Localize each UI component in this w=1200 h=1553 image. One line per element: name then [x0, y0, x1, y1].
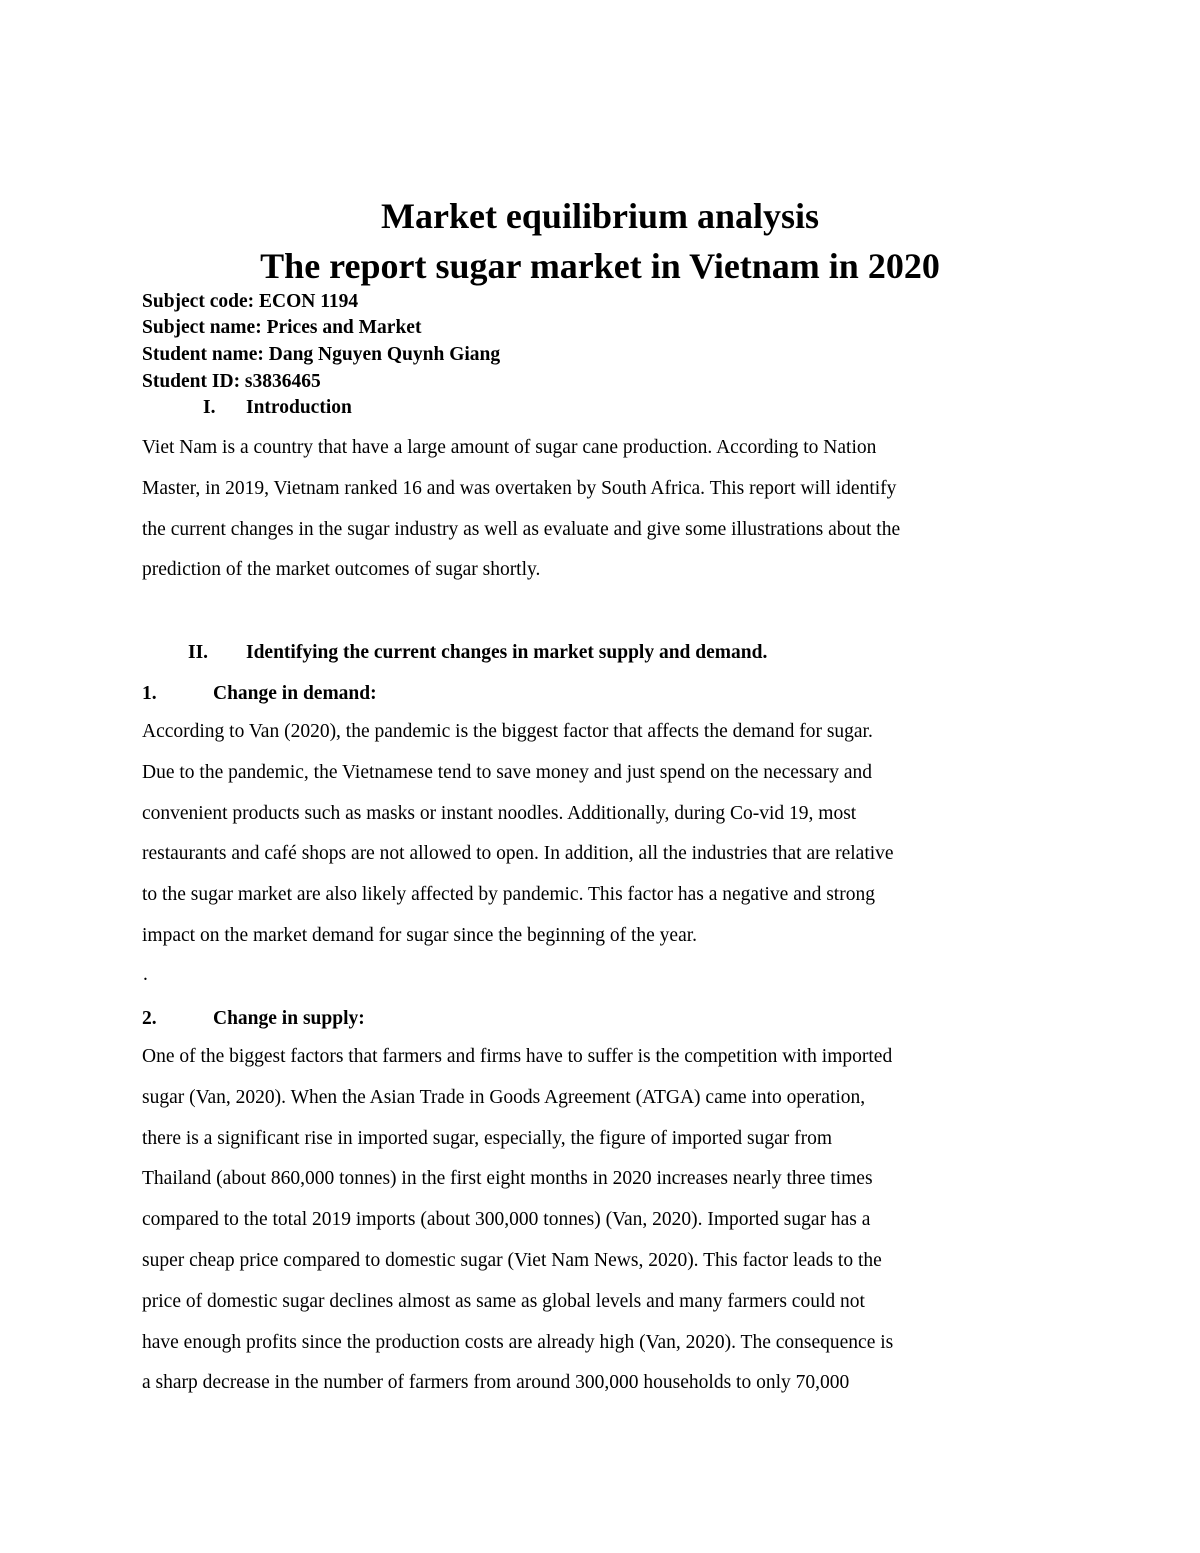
student-id: Student ID: s3836465: [142, 371, 321, 392]
paragraph-line: to the sugar market are also likely affected by pandemic. This factor has a negative and strong: [142, 884, 875, 906]
paragraph-line: restaurants and café shops are not allowed to open. In addition, all the industries that are relative: [142, 843, 894, 865]
section-heading-introduction: [203, 395, 603, 421]
paragraph-line: Master, in 2019, Vietnam ranked 16 and was overtaken by South Africa. This report will identify: [142, 477, 897, 499]
paragraph-line: According to Van (2020), the pandemic is the biggest factor that affects the demand for sugar.: [142, 721, 873, 742]
section-title: Introduction: [246, 397, 352, 418]
subsection-title: Change in demand:: [213, 683, 377, 704]
demand-paragraph: [142, 712, 1060, 957]
section-heading-changes: [188, 640, 988, 666]
paragraph-line: a sharp decrease in the number of farmers from around 300,000 households to only 70,000: [142, 1372, 850, 1394]
introduction-paragraph: [142, 428, 1060, 591]
paragraph-line: impact on the market demand for sugar since the beginning of the year.: [142, 924, 698, 946]
document-title: Market equilibrium analysis: [380, 196, 820, 236]
paragraph-line: the current changes in the sugar industry as well as evaluate and give some illustrations about the: [142, 518, 901, 540]
trailing-dot: .: [143, 964, 148, 985]
paragraph-line: price of domestic sugar declines almost as same as global levels and many farmers could not: [142, 1290, 865, 1312]
section-number: I.: [203, 397, 216, 418]
student-name: Student name: Dang Nguyen Quynh Giang: [142, 344, 501, 365]
document-subtitle: The report sugar market in Vietnam in 2020: [260, 246, 940, 286]
paragraph-line: Viet Nam is a country that have a large amount of sugar cane production. According to Nation: [142, 437, 877, 458]
paragraph-line: Due to the pandemic, the Vietnamese tend to save money and just spend on the necessary and: [142, 761, 873, 783]
supply-paragraph: [142, 1037, 1060, 1404]
subject-code: Subject code: ECON 1194: [142, 291, 359, 312]
section-number: II.: [188, 642, 209, 663]
subsection-heading-demand: [142, 681, 542, 707]
paragraph-line: One of the biggest factors that farmers and firms have to suffer is the competition with imported: [142, 1046, 893, 1067]
paragraph-line: there is a significant rise in imported sugar, especially, the figure of imported sugar from: [142, 1127, 832, 1149]
paragraph-line: have enough profits since the production costs are already high (Van, 2020). The consequence is: [142, 1331, 894, 1353]
subsection-number: 1.: [142, 683, 157, 704]
paragraph-line: prediction of the market outcomes of sugar shortly.: [142, 559, 541, 581]
paragraph-line: convenient products such as masks or instant noodles. Additionally, during Co-vid 19, most: [142, 802, 857, 824]
paragraph-line: Thailand (about 860,000 tonnes) in the first eight months in 2020 increases nearly three times: [142, 1168, 873, 1190]
paragraph-line: super cheap price compared to domestic sugar (Viet Nam News, 2020). This factor leads to the: [142, 1249, 882, 1271]
subject-name: Subject name: Prices and Market: [142, 317, 422, 338]
paragraph-line: sugar (Van, 2020). When the Asian Trade in Goods Agreement (ATGA) came into operation,: [142, 1086, 866, 1108]
subsection-heading-supply: [142, 1006, 542, 1032]
section-title: Identifying the current changes in market supply and demand.: [246, 642, 768, 663]
subsection-title: Change in supply:: [213, 1008, 365, 1029]
paragraph-line: compared to the total 2019 imports (about 300,000 tonnes) (Van, 2020). Imported sugar has a: [142, 1209, 871, 1231]
subsection-number: 2.: [142, 1008, 157, 1029]
